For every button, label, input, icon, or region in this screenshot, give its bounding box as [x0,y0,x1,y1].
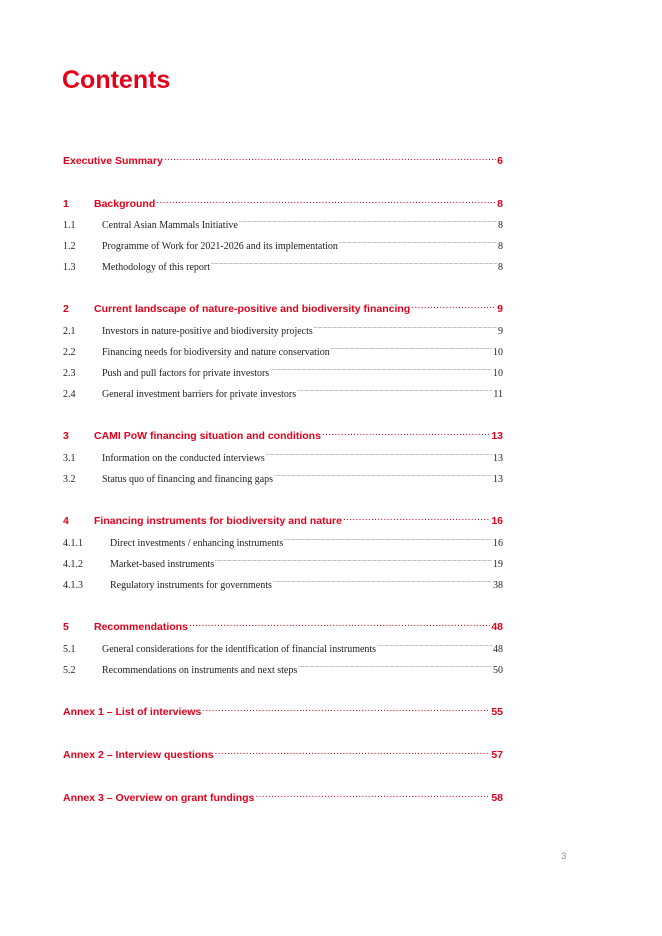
dot-leader [339,239,497,249]
toc-page-number: 9 [497,302,503,315]
dot-leader [156,196,496,207]
toc-entry-section-3[interactable] [63,428,503,443]
toc-entry-section-4-1-2[interactable] [63,557,503,571]
toc-entry-title: Financing needs for biodiversity and nature conservation [102,347,330,358]
toc-entry-title: Programme of Work for 2021-2026 and its implementation [102,241,338,252]
toc-entry-annex-1[interactable] [63,704,503,719]
toc-entry-executive-summary[interactable] [63,153,503,168]
toc-page-number: 16 [493,538,503,549]
dot-leader [164,153,496,164]
toc-page-number: 8 [498,220,503,231]
toc-page-number: 58 [491,791,503,804]
dot-leader [343,513,490,524]
toc-section-number: 4.1.1 [63,538,83,549]
dot-leader [211,260,497,270]
toc-section-number: 2.2 [63,347,76,358]
toc-entry-title: Background [94,197,156,210]
toc-entry-section-2-1[interactable] [63,324,503,338]
toc-entry-section-2-2[interactable] [63,345,503,359]
toc-section-number: 2.3 [63,368,76,379]
toc-entry-section-4-1-3[interactable] [63,578,503,592]
dot-leader [411,301,496,312]
dot-leader [274,472,492,482]
dot-leader [284,536,492,546]
dot-leader [239,218,497,228]
toc-page-number: 13 [493,474,503,485]
toc-entry-title: Information on the conducted interviews [102,453,265,464]
toc-page-number: 16 [491,514,503,527]
toc-entry-title: CAMI PoW financing situation and conditions [94,429,321,442]
toc-entry-title: Investors in nature-positive and biodiversity projects [102,326,313,337]
dot-leader [273,578,492,588]
dot-leader [297,387,492,397]
toc-section-number: 4.1.2 [63,559,83,570]
dot-leader [255,790,490,801]
toc-entry-section-2-3[interactable] [63,366,503,380]
toc-page-number: 13 [493,453,503,464]
toc-entry-section-1-1[interactable] [63,218,503,232]
toc-entry-section-1-3[interactable] [63,260,503,274]
toc-entry-title: Methodology of this report [102,262,211,273]
toc-entry-section-3-1[interactable] [63,451,503,465]
dot-leader [377,642,492,652]
toc-page-number: 6 [497,154,503,167]
toc-entry-section-3-2[interactable] [63,472,503,486]
toc-page-number: 50 [493,665,503,676]
toc-page-number: 8 [498,262,503,273]
toc-entry-title: Regulatory instruments for governments [110,580,272,591]
toc-entry-title: Recommendations [94,620,188,633]
toc-entry-section-1[interactable] [63,196,503,211]
toc-page-number: 48 [493,644,503,655]
toc-page-number: 8 [498,241,503,252]
toc-entry-section-5-2[interactable] [63,663,503,677]
toc-entry-title: General considerations for the identification of financial instruments [102,644,377,655]
toc-entry-title: Executive Summary [63,154,163,167]
toc-section-number: 1 [63,197,69,210]
toc-section-number: 5.2 [63,665,76,676]
toc-section-number: 1.3 [63,262,76,273]
toc-page-number: 57 [491,748,503,761]
toc-entry-section-2[interactable] [63,301,503,316]
toc-section-number: 3 [63,429,69,442]
toc-section-number: 5 [63,620,69,633]
toc-page-number: 48 [491,620,503,633]
toc-entry-title: Market-based instruments [110,559,215,570]
toc-entry-title: Annex 3 – Overview on grant fundings [63,791,255,804]
toc-page-number: 10 [493,347,503,358]
dot-leader [298,663,492,673]
page-number: 3 [561,851,567,862]
dot-leader [322,428,490,439]
toc-entry-title: Annex 2 – Interview questions [63,748,214,761]
toc-section-number: 1.1 [63,220,76,231]
toc-section-number: 4 [63,514,69,527]
dot-leader [215,747,491,758]
toc-page-number: 55 [491,705,503,718]
dot-leader [266,451,492,461]
toc-section-number: 5.1 [63,644,76,655]
toc-section-number: 3.2 [63,474,76,485]
toc-entry-section-5[interactable] [63,619,503,634]
toc-entry-section-4[interactable] [63,513,503,528]
dot-leader [314,324,497,334]
toc-page-number: 13 [491,429,503,442]
toc-entry-title: Status quo of financing and financing gaps [102,474,274,485]
dot-leader [189,619,490,630]
toc-section-number: 2 [63,302,69,315]
page-title: Contents [62,66,171,94]
toc-entry-title: Financing instruments for biodiversity and nature [94,514,342,527]
toc-page-number: 19 [493,559,503,570]
toc-entry-annex-2[interactable] [63,747,503,762]
toc-entry-title: Direct investments / enhancing instruments [110,538,284,549]
toc-page-number: 11 [493,389,503,400]
dot-leader [270,366,492,376]
toc-entry-title: Annex 1 – List of interviews [63,705,202,718]
toc-page-number: 10 [493,368,503,379]
toc-section-number: 3.1 [63,453,76,464]
toc-entry-section-4-1-1[interactable] [63,536,503,550]
toc-page-number: 38 [493,580,503,591]
toc-entry-title: Recommendations on instruments and next steps [102,665,298,676]
toc-section-number: 2.4 [63,389,76,400]
toc-entry-title: General investment barriers for private investors [102,389,297,400]
toc-page-number: 8 [497,197,503,210]
toc-entry-title: Current landscape of nature-positive and biodiversity financing [94,302,411,315]
toc-entry-section-1-2[interactable] [63,239,503,253]
toc-entry-title: Push and pull factors for private investors [102,368,270,379]
dot-leader [331,345,492,355]
toc-section-number: 1.2 [63,241,76,252]
toc-entry-annex-3[interactable] [63,790,503,805]
toc-page-number: 9 [498,326,503,337]
dot-leader [202,704,490,715]
dot-leader [215,557,492,567]
toc-entry-title: Central Asian Mammals Initiative [102,220,238,231]
toc-section-number: 4.1.3 [63,580,83,591]
toc-entry-section-5-1[interactable] [63,642,503,656]
toc-section-number: 2.1 [63,326,76,337]
toc-entry-section-2-4[interactable] [63,387,503,401]
